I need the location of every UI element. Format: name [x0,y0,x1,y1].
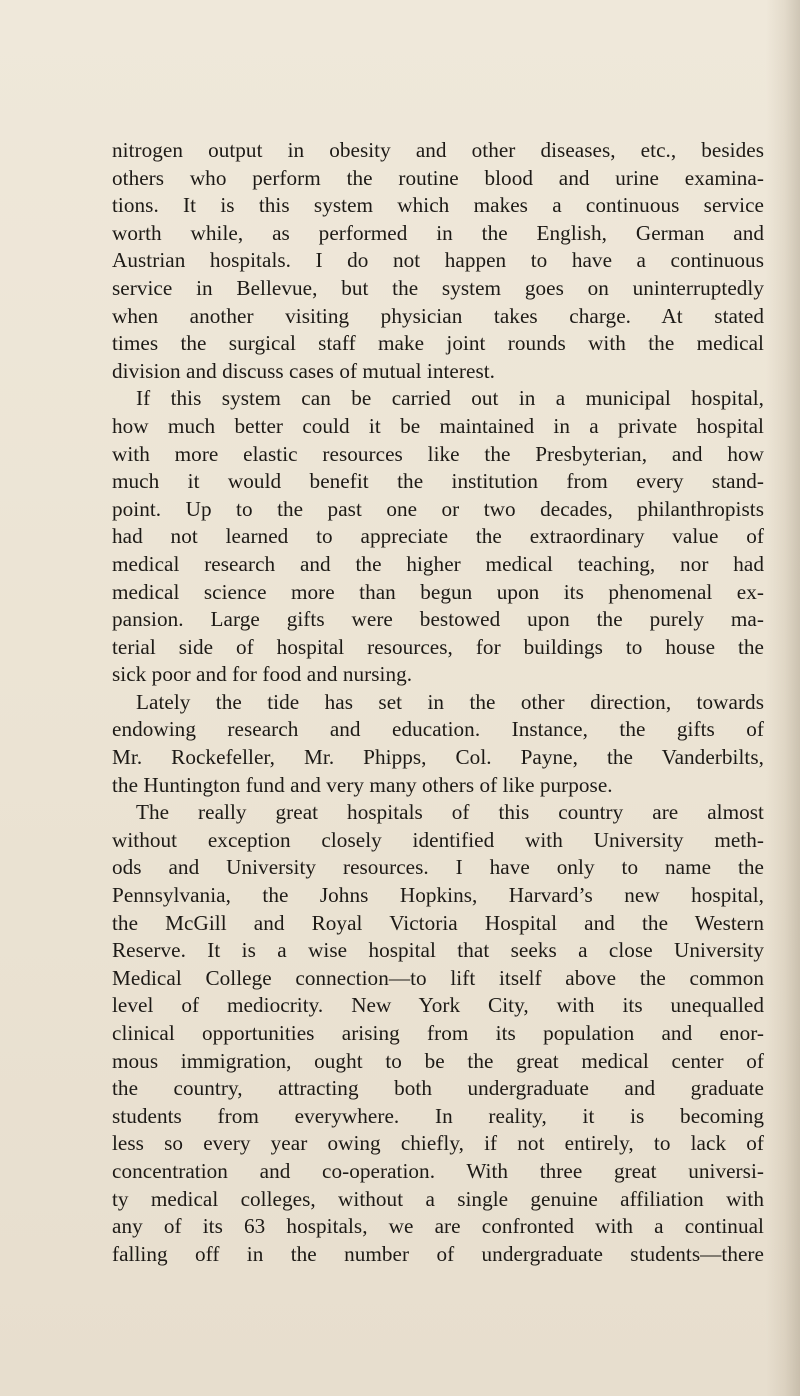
text-line: concentration and co-operation. With three great universi- [112,1158,764,1183]
text-line: without exception closely identified with University meth- [112,827,764,852]
text-line: worth while, as performed in the English, German and [112,220,764,245]
text-line: pansion. Large gifts were bestowed upon the purely ma- [112,607,764,632]
text-line: the country, attracting both undergraduate and graduate [112,1076,764,1101]
text-line: any of its 63 hospitals, we are confronted with a continual [112,1214,764,1239]
text-line: the McGill and Royal Victoria Hospital and the Western [112,910,764,935]
text-line: If this system can be carried out in a municipal hospital, [136,386,764,411]
text-line: Austrian hospitals. I do not happen to have a continuous [112,248,764,273]
text-line: the Huntington fund and very many others of like purpose. [112,772,613,797]
text-line: endowing research and education. Instance, the gifts of [112,717,764,742]
text-line: Lately the tide has set in the other direction, towards [136,689,764,714]
text-line: division and discuss cases of mutual interest. [112,358,496,383]
text-line: nitrogen output in obesity and other diseases, etc., besides [112,138,764,162]
text-line: sick poor and for food and nursing. [112,662,413,687]
text-line: Pennsylvania, the Johns Hopkins, Harvard’s new hospital, [112,883,764,908]
text-line: had not learned to appreciate the extraordinary value of [112,524,764,549]
text-line: when another visiting physician takes charge. At stated [112,303,764,328]
paragraph [112,689,764,799]
text-line: ods and University resources. I have only to name the [112,855,764,880]
text-line: others who perform the routine blood and urine examina- [112,165,764,190]
text-line: students from everywhere. In reality, it is becoming [112,1103,764,1128]
text-line: tions. It is this system which makes a continuous service [112,193,764,218]
text-line: less so every year owing chiefly, if not entirely, to lack of [112,1131,764,1156]
text-line: Medical College connection—to lift itself above the common [112,965,764,990]
body-text [112,137,764,1268]
text-line: point. Up to the past one or two decades, philanthropists [112,496,764,521]
text-line: medical research and the higher medical teaching, nor had [112,551,764,576]
text-line: The really great hospitals of this country are almost [136,800,764,825]
text-line: clinical opportunities arising from its population and enor- [112,1021,764,1045]
paragraph [112,137,764,385]
text-line: medical science more than begun upon its phenomenal ex- [112,579,764,604]
text-line: how much better could it be maintained in a private hospital [112,413,764,438]
paragraph [112,799,764,1268]
text-line: much it would benefit the institution from every stand- [112,469,764,494]
text-line: Mr. Rockefeller, Mr. Phipps, Col. Payne, the Vanderbilts, [112,745,764,770]
text-line: falling off in the number of undergraduate students—there [112,1241,764,1266]
text-line: service in Bellevue, but the system goes on uninterruptedly [112,275,764,300]
text-line: ty medical colleges, without a single genuine affiliation with [112,1186,764,1211]
paragraph [112,385,764,689]
text-line: Reserve. It is a wise hospital that seeks a close University [112,938,764,963]
text-line: times the surgical staff make joint rounds with the medical [112,331,764,356]
text-line: level of mediocrity. New York City, with its unequalled [112,993,764,1018]
text-line: mous immigration, ought to be the great medical center of [112,1048,764,1073]
text-line: with more elastic resources like the Presbyterian, and how [112,441,764,466]
page-edge-shadow [766,0,800,1396]
text-line: terial side of hospital resources, for buildings to house the [112,634,764,659]
